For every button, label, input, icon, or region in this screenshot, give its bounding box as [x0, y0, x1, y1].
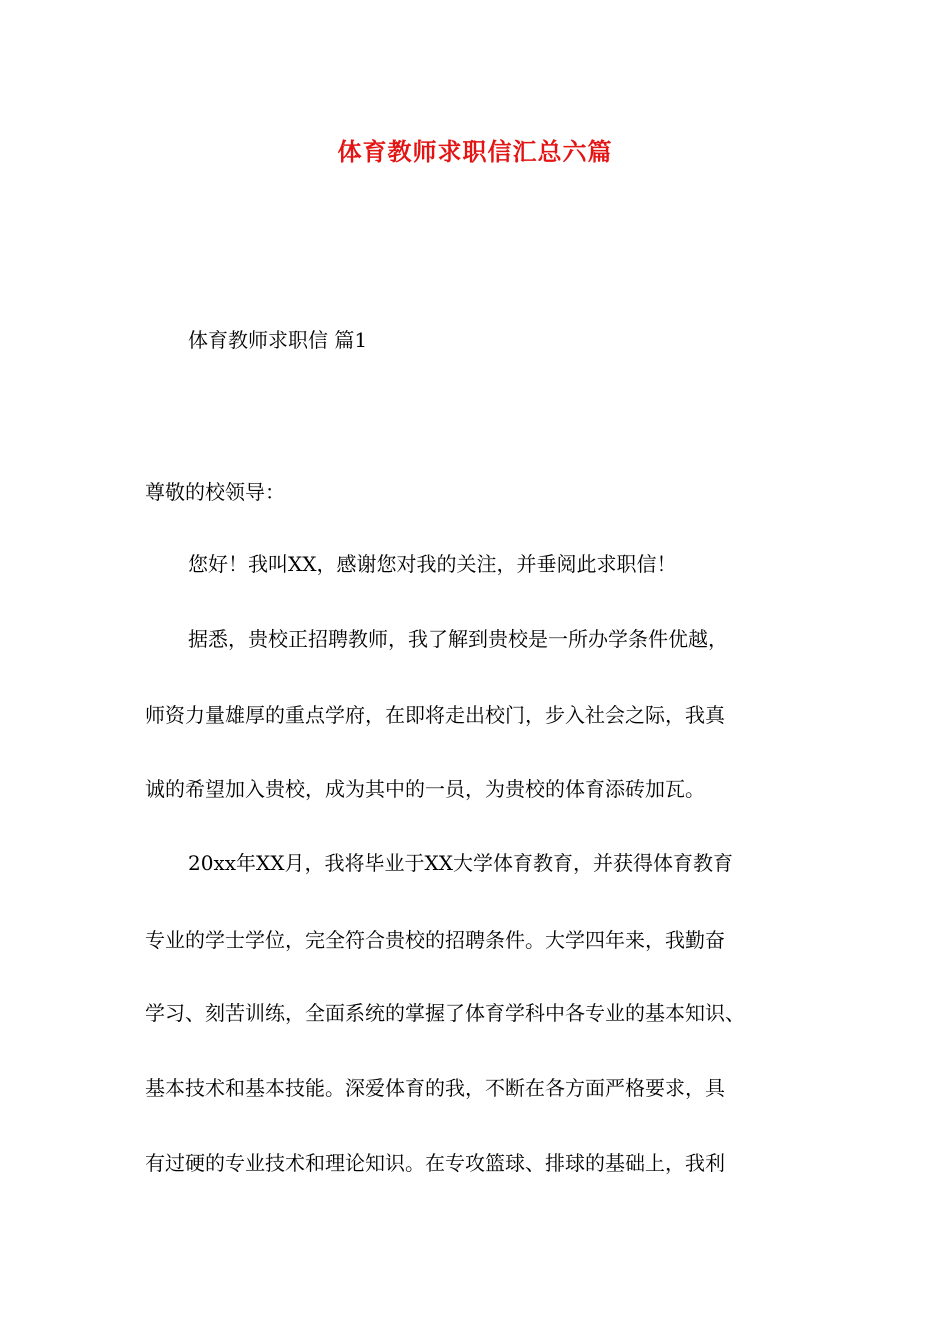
paragraph-line: 据悉，贵校正招聘教师，我了解到贵校是一所办学条件优越， [188, 627, 728, 651]
paragraph-line: 诚的希望加入贵校，成为其中的一员，为贵校的体育添砖加瓦。 [145, 777, 705, 801]
salutation: 尊敬的校领导： [145, 480, 285, 504]
paragraph-line: 师资力量雄厚的重点学府，在即将走出校门，步入社会之际，我真 [145, 703, 725, 727]
paragraph-line: 20xx年XX月，我将毕业于XX大学体育教育，并获得体育教育 [188, 851, 733, 875]
section-heading: 体育教师求职信 篇1 [188, 328, 368, 352]
paragraph-line: 学习、刻苦训练，全面系统的掌握了体育学科中各专业的基本知识、 [145, 1001, 745, 1025]
paragraph-line: 有过硬的专业技术和理论知识。在专攻篮球、排球的基础上，我利 [145, 1151, 725, 1175]
paragraph-line: 您好！我叫XX，感谢您对我的关注，并垂阅此求职信！ [188, 552, 677, 576]
paragraph-line: 专业的学士学位，完全符合贵校的招聘条件。大学四年来，我勤奋 [145, 928, 725, 952]
document-title: 体育教师求职信汇总六篇 [337, 137, 613, 166]
paragraph-line: 基本技术和基本技能。深爱体育的我，不断在各方面严格要求，具 [145, 1076, 725, 1100]
